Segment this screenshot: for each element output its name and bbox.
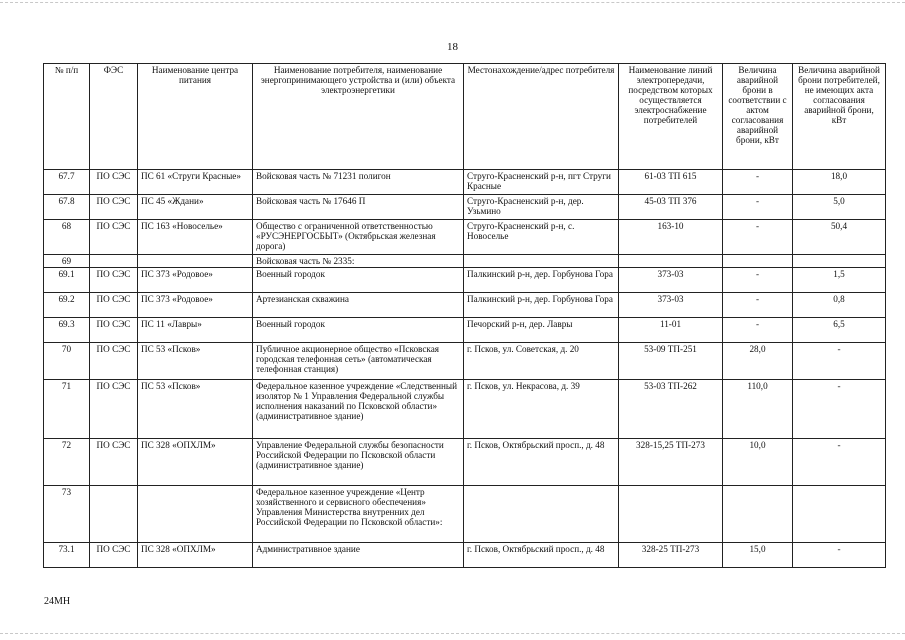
header-cell: ФЭС bbox=[90, 64, 138, 170]
table-cell: - bbox=[723, 268, 793, 293]
table-cell: Войсковая часть № 71231 полигон bbox=[253, 170, 464, 195]
footer-code: 24МН bbox=[44, 596, 71, 607]
page-number: 18 bbox=[447, 41, 458, 53]
table-cell: - bbox=[723, 318, 793, 343]
table-row bbox=[44, 380, 886, 439]
table-row bbox=[44, 293, 886, 318]
table-cell: Публичное акционерное общество «Псковская городская телефонная сеть» (автоматическая телефонная станция) bbox=[253, 343, 464, 380]
table-cell: Административное здание bbox=[253, 543, 464, 568]
table-cell: Общество с ограниченной ответственностью «РУСЭНЕРГОСБЫТ» (Октябрьская железная дорога) bbox=[253, 220, 464, 255]
table-cell: ПС 328 «ОПХЛМ» bbox=[138, 439, 253, 486]
table-cell: 69.2 bbox=[44, 293, 90, 318]
table-cell: 45-03 ТП 376 bbox=[619, 195, 723, 220]
table-cell bbox=[90, 255, 138, 268]
table-cell: 11-01 bbox=[619, 318, 723, 343]
table-cell: Федеральное казенное учреждение «Центр хозяйственного и сервисного обеспечения» Управления Министерства внутренних дел Российской Федерации по Псковской области»: bbox=[253, 486, 464, 543]
table-cell: Струго-Красненский р-н, дер. Узьмино bbox=[464, 195, 619, 220]
table-cell: 69.1 bbox=[44, 268, 90, 293]
header-cell: Местонахождение/адрес потребителя bbox=[464, 64, 619, 170]
table-cell: - bbox=[723, 220, 793, 255]
table-row bbox=[44, 268, 886, 293]
table-cell: ПС 61 «Струги Красные» bbox=[138, 170, 253, 195]
header-cell: Наименование центра питания bbox=[138, 64, 253, 170]
table-cell: ПС 53 «Псков» bbox=[138, 343, 253, 380]
table-cell: Печорский р-н, дер. Лавры bbox=[464, 318, 619, 343]
table-cell: Федеральное казенное учреждение «Следственный изолятор № 1 Управления Федеральной службы исполнения наказаний по Псковской области» (административное здание) bbox=[253, 380, 464, 439]
table-cell: 10,0 bbox=[723, 439, 793, 486]
table-cell bbox=[138, 255, 253, 268]
table-cell: 50,4 bbox=[793, 220, 886, 255]
table-cell: Струго-Красненский р-н, с. Новоселье bbox=[464, 220, 619, 255]
header-cell: № п/п bbox=[44, 64, 90, 170]
table-cell: Струго-Красненский р-н, пгт Струги Красные bbox=[464, 170, 619, 195]
table-cell: - bbox=[723, 293, 793, 318]
table-cell: ПО СЭС bbox=[90, 543, 138, 568]
scan-edge-top bbox=[0, 2, 905, 3]
table-cell: 68 bbox=[44, 220, 90, 255]
table-cell bbox=[793, 255, 886, 268]
table-cell: 163-10 bbox=[619, 220, 723, 255]
table-cell: 61-03 ТП 615 bbox=[619, 170, 723, 195]
header-cell: Наименование потребителя, наименование энергопринимающего устройства и (или) объекта электроэнергетики bbox=[253, 64, 464, 170]
table-cell: 110,0 bbox=[723, 380, 793, 439]
table-cell: 5,0 bbox=[793, 195, 886, 220]
table-cell: ПО СЭС bbox=[90, 170, 138, 195]
table-cell: ПО СЭС bbox=[90, 380, 138, 439]
table-cell: Палкинский р-н, дер. Горбунова Гора bbox=[464, 293, 619, 318]
table-body bbox=[44, 170, 886, 568]
table-cell: ПС 328 «ОПХЛМ» bbox=[138, 543, 253, 568]
table-cell: 0,8 bbox=[793, 293, 886, 318]
table-cell: г. Псков, Октябрьский просп., д. 48 bbox=[464, 543, 619, 568]
table-row bbox=[44, 255, 886, 268]
table-cell: 67.8 bbox=[44, 195, 90, 220]
table-cell: - bbox=[793, 343, 886, 380]
table-header-row bbox=[44, 64, 886, 170]
table-cell: ПО СЭС bbox=[90, 220, 138, 255]
table-cell: - bbox=[723, 195, 793, 220]
table-cell: 6,5 bbox=[793, 318, 886, 343]
table-cell: 69 bbox=[44, 255, 90, 268]
table-cell: - bbox=[793, 439, 886, 486]
header-cell: Наименование линий электропередачи, посредством которых осуществляется электроснабжение потребителей bbox=[619, 64, 723, 170]
table-cell: 373-03 bbox=[619, 268, 723, 293]
table-cell: 72 bbox=[44, 439, 90, 486]
table-cell: 53-09 ТП-251 bbox=[619, 343, 723, 380]
table-cell bbox=[723, 255, 793, 268]
table-cell: г. Псков, Октябрьский просп., д. 48 bbox=[464, 439, 619, 486]
table-cell bbox=[464, 486, 619, 543]
table-row bbox=[44, 318, 886, 343]
table-cell: 67.7 bbox=[44, 170, 90, 195]
table-cell: ПС 45 «Ждани» bbox=[138, 195, 253, 220]
table-cell: 70 bbox=[44, 343, 90, 380]
table-cell: ПО СЭС bbox=[90, 293, 138, 318]
table-cell: Военный городок bbox=[253, 268, 464, 293]
table-cell: Палкинский р-н, дер. Горбунова Гора bbox=[464, 268, 619, 293]
table-cell: ПО СЭС bbox=[90, 195, 138, 220]
table-cell: ПО СЭС bbox=[90, 439, 138, 486]
table-cell: 28,0 bbox=[723, 343, 793, 380]
table-cell: - bbox=[793, 543, 886, 568]
table-row bbox=[44, 439, 886, 486]
table-cell: 73 bbox=[44, 486, 90, 543]
table-cell: Артезианская скважина bbox=[253, 293, 464, 318]
table-cell bbox=[464, 255, 619, 268]
scan-edge-bottom bbox=[0, 633, 905, 634]
table-row bbox=[44, 343, 886, 380]
table-cell: ПО СЭС bbox=[90, 318, 138, 343]
table-cell: 373-03 bbox=[619, 293, 723, 318]
table-cell: 69.3 bbox=[44, 318, 90, 343]
table-row bbox=[44, 195, 886, 220]
table-cell: ПС 11 «Лавры» bbox=[138, 318, 253, 343]
table-cell: 71 bbox=[44, 380, 90, 439]
table-row bbox=[44, 543, 886, 568]
table-cell: Управление Федеральной службы безопасности Российской Федерации по Псковской области (административное здание) bbox=[253, 439, 464, 486]
table-cell: Войсковая часть № 17646 П bbox=[253, 195, 464, 220]
table-cell bbox=[138, 486, 253, 543]
table-cell: - bbox=[723, 170, 793, 195]
table-cell bbox=[619, 255, 723, 268]
table-cell: ПС 373 «Родовое» bbox=[138, 268, 253, 293]
table-cell bbox=[723, 486, 793, 543]
table-cell: 73.1 bbox=[44, 543, 90, 568]
consumer-table bbox=[43, 63, 886, 568]
table-cell bbox=[90, 486, 138, 543]
table-cell: г. Псков, ул. Советская, д. 20 bbox=[464, 343, 619, 380]
table-row bbox=[44, 170, 886, 195]
table-cell: ПО СЭС bbox=[90, 268, 138, 293]
table-row bbox=[44, 486, 886, 543]
table-cell: Войсковая часть № 2335: bbox=[253, 255, 464, 268]
table-cell: ПС 163 «Новоселье» bbox=[138, 220, 253, 255]
table-cell: ПС 53 «Псков» bbox=[138, 380, 253, 439]
table-cell: 15,0 bbox=[723, 543, 793, 568]
table-cell: 328-15,25 ТП-273 bbox=[619, 439, 723, 486]
table-cell: 1,5 bbox=[793, 268, 886, 293]
table-cell bbox=[793, 486, 886, 543]
header-cell: Величина аварийной брони в соответствии с актом согласования аварийной брони, кВт bbox=[723, 64, 793, 170]
table-cell: 328-25 ТП-273 bbox=[619, 543, 723, 568]
table-cell: - bbox=[793, 380, 886, 439]
table-cell bbox=[619, 486, 723, 543]
table-cell: 53-03 ТП-262 bbox=[619, 380, 723, 439]
header-cell: Величина аварийной брони потребителей, не имеющих акта согласования аварийной брони, кВт bbox=[793, 64, 886, 170]
table-cell: г. Псков, ул. Некрасова, д. 39 bbox=[464, 380, 619, 439]
table-cell: ПС 373 «Родовое» bbox=[138, 293, 253, 318]
table-cell: Военный городок bbox=[253, 318, 464, 343]
table-cell: 18,0 bbox=[793, 170, 886, 195]
table-cell: ПО СЭС bbox=[90, 343, 138, 380]
table-row bbox=[44, 220, 886, 255]
